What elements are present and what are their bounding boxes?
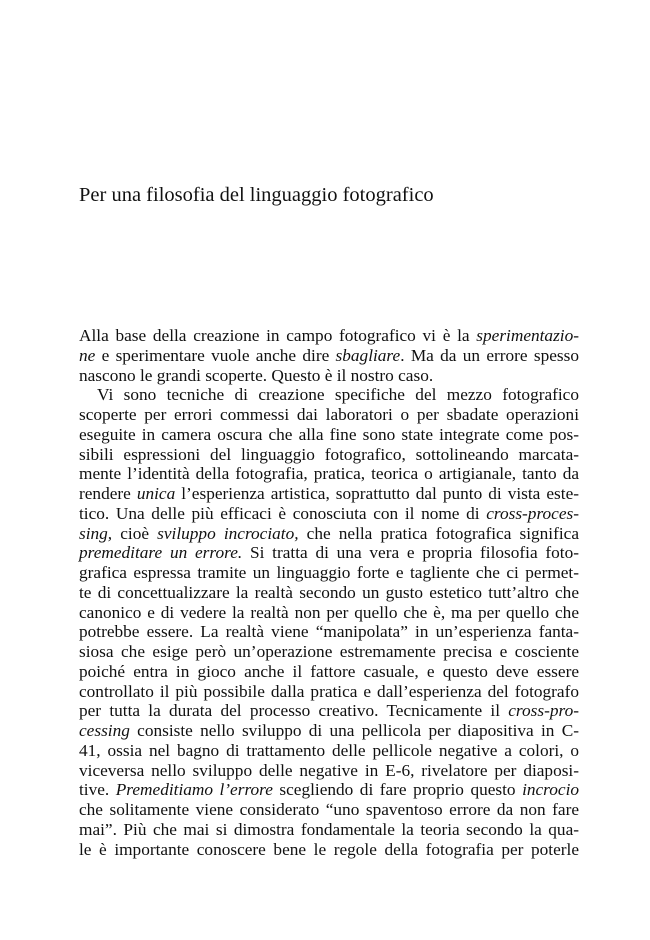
text-line xyxy=(79,721,579,741)
text-segment: canonico e di vedere la realtà non per quello che è, ma per quello che xyxy=(79,602,579,622)
text-segment: le è importante conoscere bene le regole della fotografia per poterle xyxy=(79,839,579,859)
text-segment: tico. Una delle più efficaci è conosciuta con il nome di xyxy=(79,503,487,523)
text-segment: che nella pratica fotografica significa xyxy=(298,523,579,543)
text-segment: potrebbe essere. La realtà viene “manipolata” in un’esperienza fanta- xyxy=(79,622,579,642)
text-segment: 41, ossia nel bagno di trattamento delle pellicole negative a colori, o xyxy=(79,740,579,760)
text-line xyxy=(79,484,579,504)
text-segment: consiste nello sviluppo di una pellicola per diapositiva in C- xyxy=(129,721,579,740)
text-line xyxy=(79,682,579,702)
text-segment: mente l’identità della fotografia, pratica, teorica o artigianale, tanto da xyxy=(79,464,579,484)
italic-text: ne xyxy=(79,345,96,365)
text-line xyxy=(79,701,579,721)
italic-text: incrocio xyxy=(522,780,580,800)
text-line xyxy=(79,761,579,781)
text-segment: che solitamente viene considerato “uno spaventoso errore da non fare xyxy=(79,800,579,819)
text-segment: eseguite in camera oscura che alla fine sono state integrate come pos- xyxy=(79,424,579,444)
text-line xyxy=(79,583,579,603)
text-line xyxy=(79,662,579,682)
italic-text: sbagliare xyxy=(335,345,401,365)
text-segment: scoperte per errori commessi dai laboratori o per sbadate operazioni xyxy=(79,405,579,424)
text-line xyxy=(79,603,579,623)
text-line xyxy=(79,464,579,484)
text-segment: te di concettualizzare la realtà secondo un gusto estetico tutt’altro che xyxy=(79,582,579,602)
text-segment: sibili espressioni del linguaggio fotografico, sottolineando marcata- xyxy=(79,444,579,464)
text-segment: l’esperienza artistica, soprattutto dal punto di vista este- xyxy=(175,484,579,503)
text-segment: tive. xyxy=(79,780,116,800)
italic-text: cross-pro- xyxy=(508,701,579,721)
text-line xyxy=(79,425,579,445)
text-line xyxy=(79,800,579,820)
text-line xyxy=(79,543,579,563)
text-segment: . Ma da un errore spesso xyxy=(400,345,579,365)
text-line xyxy=(79,504,579,524)
italic-text: sperimentazio- xyxy=(476,326,579,345)
chapter-title: Per una filosofia del linguaggio fotografico xyxy=(79,184,434,206)
text-segment: viceversa nello sviluppo delle negative in E-6, rivelatore per diaposi- xyxy=(79,760,579,780)
italic-text: sviluppo incrociato, xyxy=(157,523,299,543)
text-segment: grafica espressa tramite un linguaggio forte e tagliente che ci permet- xyxy=(79,563,579,582)
text-segment: siosa che esige però un’operazione estremamente precisa e cosciente xyxy=(79,642,579,661)
text-line xyxy=(79,563,579,583)
text-segment: scegliendo di fare proprio questo xyxy=(272,780,523,800)
text-line xyxy=(79,524,579,544)
italic-text: Premeditiamo l’errore xyxy=(115,780,273,800)
italic-text: premeditare un errore. xyxy=(79,543,243,563)
text-line xyxy=(79,642,579,662)
text-segment: e sperimentare vuole anche dire xyxy=(95,345,336,365)
text-segment: Alla base della creazione in campo fotografico vi è la xyxy=(79,326,477,345)
text-segment: poiché entra in gioco anche il fattore casuale, e questo deve essere xyxy=(79,661,579,681)
text-segment: mai”. Più che mai si dimostra fondamentale la teoria secondo la qua- xyxy=(79,819,579,839)
text-line xyxy=(79,445,579,465)
italic-text: sing, xyxy=(79,523,113,543)
body-text xyxy=(79,326,579,859)
text-line xyxy=(79,346,579,366)
text-line xyxy=(79,385,579,405)
text-segment: per tutta la durata del processo creativo. Tecnicamente il xyxy=(79,701,509,721)
text-line xyxy=(79,820,579,840)
italic-text: cessing xyxy=(79,721,130,740)
text-segment: controllato il più possibile dalla pratica e dall’esperienza del fotografo xyxy=(79,681,579,701)
text-line xyxy=(79,366,579,386)
text-line xyxy=(79,326,579,346)
text-line xyxy=(79,780,579,800)
text-segment: nascono le grandi scoperte. Questo è il nostro caso. xyxy=(79,365,434,385)
text-line xyxy=(79,840,579,860)
text-segment: cioè xyxy=(112,523,158,543)
text-line xyxy=(79,741,579,761)
italic-text: cross-proces- xyxy=(486,503,579,523)
text-segment: rendere xyxy=(79,484,137,503)
text-line xyxy=(79,622,579,642)
text-segment: Vi sono tecniche di creazione specifiche del mezzo fotografico xyxy=(97,385,579,405)
text-line xyxy=(79,405,579,425)
text-segment: Si tratta di una vera e propria filosofia foto- xyxy=(242,543,579,563)
italic-text: unica xyxy=(136,484,176,503)
